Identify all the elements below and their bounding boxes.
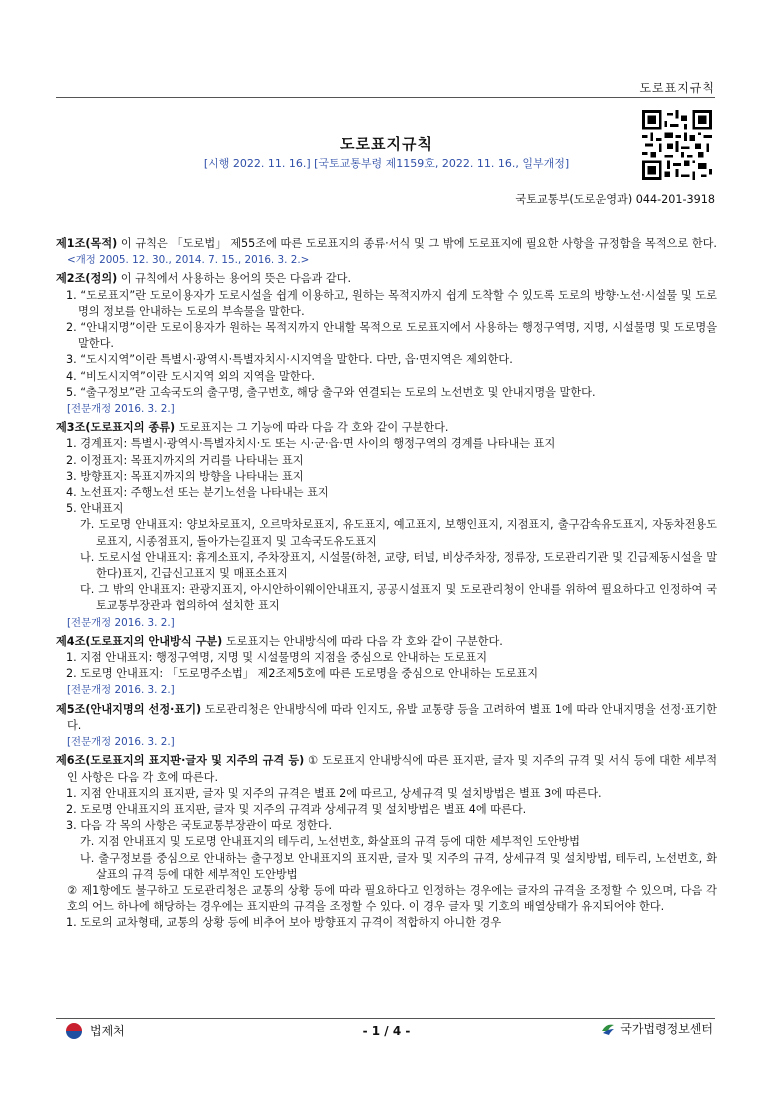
sub-list-item: 가. 도로명 안내표지: 양보차로표지, 오르막차로표지, 유도표지, 예고표지, 보행인표지, 지점표지, 출구감속유도표지, 자동차전용도로표지, 시종점표지, 돌아가는길표지 및 고속국도유도표지: [80, 518, 717, 548]
list-item: 4. 노선표지: 주행노선 또는 분기노선을 나타내는 표지: [66, 486, 329, 500]
list-item: 3. 다음 각 목의 사항은 국토교통부장관이 따로 정한다.: [66, 819, 333, 833]
list-item: 4. “비도시지역”이란 도시지역 외의 지역을 말한다.: [66, 369, 315, 383]
article-5: [56, 702, 717, 751]
page-number: - 1 / 4 -: [362, 1024, 411, 1038]
list-item: 2. 도로명 안내표지의 표지판, 글자 및 지주의 규격과 상세규격 및 설치방법은 별표 4에 따른다.: [66, 802, 527, 816]
revision-note: [전문개정 2016. 3. 2.]: [67, 684, 175, 697]
ministry-contact: 국토교통부(도로운영과) 044-201-3918: [515, 193, 715, 206]
list-item: 2. “안내지명”이란 도로이용자가 원하는 목적지까지 안내할 목적으로 도로표지에서 사용하는 행정구역명, 지명, 시설물명 및 도로명을 말한다.: [66, 321, 717, 351]
article-4: [56, 634, 717, 699]
list-item: 5. 안내표지: [66, 502, 124, 516]
sub-list-item: 나. 출구정보를 중심으로 안내하는 출구정보 안내표지의 표지판, 글자 및 지주의 규격, 상세규격 및 설치방법, 테두리, 노선번호, 화살표의 규격 등에 대한 세부적인 도안방법: [80, 851, 717, 881]
list-item: 3. 방향표지: 목표지까지의 방향을 나타내는 표지: [66, 469, 304, 483]
article-text: 도로표지는 그 기능에 따라 다음 각 호와 같이 구분한다.: [175, 421, 449, 435]
footer-right: [600, 1021, 713, 1037]
article-1: [56, 236, 717, 268]
document-body: [56, 236, 717, 935]
header-doc-name: 도로표지규칙: [639, 81, 715, 95]
article-heading: 제1조(목적): [56, 237, 118, 250]
law-center-logo-icon: [600, 1021, 616, 1037]
list-item: 1. “도로표지”란 도로이용자가 도로시설을 쉽게 이용하고, 원하는 목적지까지 쉽게 도착할 수 있도록 도로의 방향·노선·시설물 및 도로명의 정보를 안내하는 도로의 부속물을 말한다.: [66, 288, 717, 318]
list-item: 3. “도시지역”이란 특별시·광역시·특별자치시·시지역을 말한다. 다만, 읍·면지역은 제외한다.: [66, 353, 513, 367]
article-heading: 제5조(안내지명의 선정·표기): [56, 702, 202, 716]
revision-note: [전문개정 2016. 3. 2.]: [67, 616, 175, 629]
footer-agency: 법제처: [90, 1024, 125, 1038]
article-6: [56, 753, 717, 931]
article-heading: 제6조(도로표지의 표지판·글자 및 지주의 규격 등): [56, 754, 305, 768]
list-item: 2. 이정표지: 목표지까지의 거리를 나타내는 표지: [66, 453, 304, 467]
footer-center-name: 국가법령정보센터: [620, 1022, 713, 1036]
header-rule: [56, 97, 715, 98]
paragraph: ② 제1항에도 불구하고 도로관리청은 교통의 상황 등에 따라 필요하다고 인정하는 경우에는 글자의 규격을 조정할 수 있으며, 다음 각 호의 어느 하나에 해당하는 경우에는 표지판의 규격을 조정할 수 있다. 이 경우 글자 및 기호의 배열상태가 유지되어야 한다.: [67, 883, 717, 914]
article-text: 도로관리청은 안내방식에 따라 인지도, 유발 교통량 등을 고려하여 별표 1에 따라 안내지명을 선정·표기한다.: [67, 702, 717, 732]
revision-note: [전문개정 2016. 3. 2.]: [67, 736, 175, 749]
article-3: [56, 420, 717, 631]
list-item: 1. 도로의 교차형태, 교통의 상황 등에 비추어 보아 방향표지 규격이 적합하지 아니한 경우: [66, 916, 502, 930]
article-text: 이 규칙은 「도로법」 제55조에 따른 도로표지의 종류·서식 및 그 밖에 도로표지에 필요한 사항을 규정함을 목적으로 한다.: [117, 237, 717, 250]
article-heading: 제4조(도로표지의 안내방식 구분): [56, 634, 223, 648]
list-item: 1. 지점 안내표지: 행정구역명, 지명 및 시설물명의 지점을 중심으로 안내하는 도로표지: [66, 651, 488, 665]
article-heading: 제2조(정의): [56, 272, 118, 286]
list-item: 1. 경계표지: 특별시·광역시·특별자치시·도 또는 시·군·읍·면 사이의 행정구역의 경계를 나타내는 표지: [66, 437, 556, 451]
amendment-note: <개정 2005. 12. 30., 2014. 7. 15., 2016. 3. 2.>: [67, 254, 310, 267]
sub-list-item: 다. 그 밖의 안내표지: 관광지표지, 아시안하이웨이안내표지, 공공시설표지 및 도로관리청이 안내를 위하여 필요하다고 인정하여 국토교통부장관과 협의하여 설치한 표지: [80, 583, 717, 613]
article-text: ① 도로표지 안내방식에 따른 표지판, 글자 및 지주의 규격 및 서식 등에 대한 세부적인 사항은 다음 각 호에 따른다.: [67, 754, 718, 784]
sub-list-item: 나. 도로시설 안내표지: 휴게소표지, 주차장표지, 시설물(하천, 교량, 터널, 비상주차장, 정류장, 도로관리기관 및 긴급제동시설을 말한다)표지, 긴급신고표지 및 매표소표지: [80, 550, 717, 581]
document-subtitle: [시행 2022. 11. 16.] [국토교통부령 제1159호, 2022. 11. 16., 일부개정]: [203, 157, 570, 170]
list-item: 2. 도로명 안내표지: 「도로명주소법」 제2조제5호에 따른 도로명을 중심으로 안내하는 도로표지: [66, 667, 539, 681]
footer-rule: [56, 1018, 715, 1019]
sub-list-item: 가. 지점 안내표지 및 도로명 안내표지의 테두리, 노선번호, 화살표의 규격 등에 대한 세부적인 도안방법: [80, 835, 580, 849]
article-text: 도로표지는 안내방식에 따라 다음 각 호와 같이 구분한다.: [222, 634, 503, 648]
article-2: [56, 271, 717, 417]
article-text: 이 규칙에서 사용하는 용어의 뜻은 다음과 같다.: [117, 272, 352, 286]
document-title: 도로표지규칙: [340, 135, 433, 153]
list-item: 5. “출구정보”란 고속국도의 출구명, 출구번호, 해당 출구와 연결되는 도로의 노선번호 및 안내지명을 말한다.: [66, 385, 596, 399]
list-item: 1. 지점 안내표지의 표지판, 글자 및 지주의 규격은 별표 2에 따르고, 상세규격 및 설치방법은 별표 3에 따른다.: [66, 786, 602, 800]
article-heading: 제3조(도로표지의 종류): [56, 421, 176, 435]
revision-note: [전문개정 2016. 3. 2.]: [67, 403, 175, 416]
